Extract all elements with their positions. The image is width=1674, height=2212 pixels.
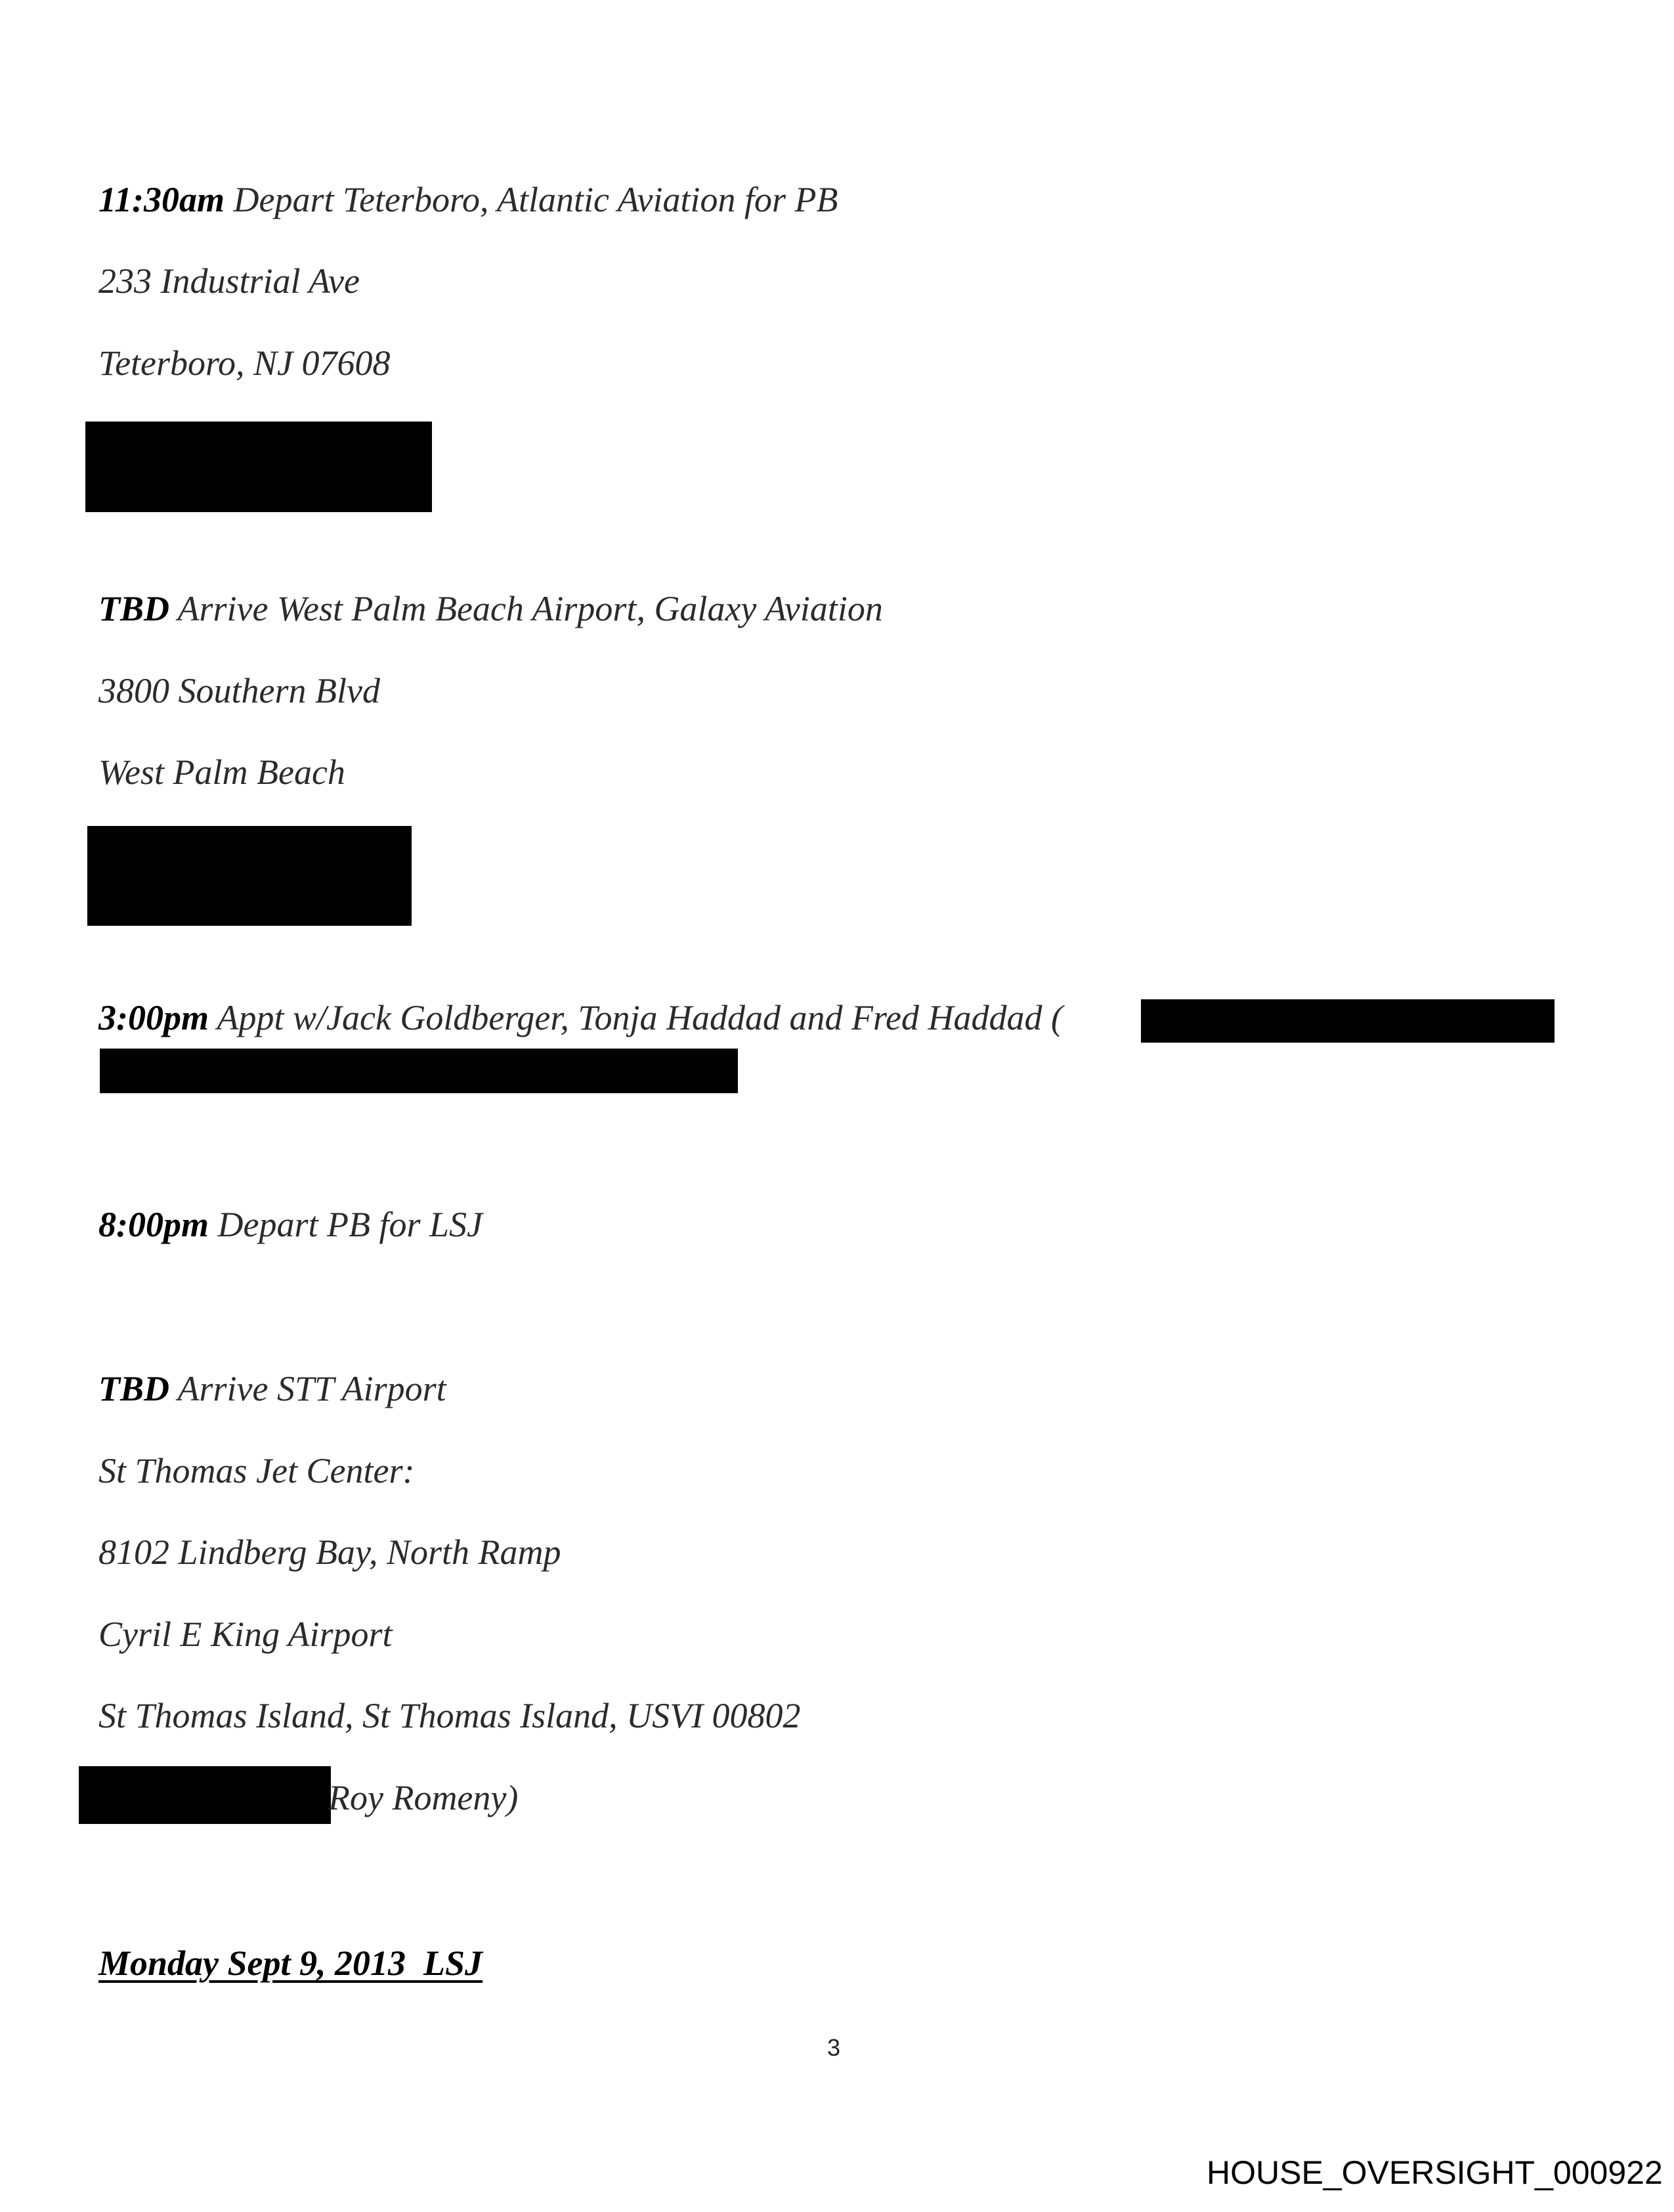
entry-text: Depart Teterboro, Atlantic Aviation for PB <box>225 180 838 219</box>
entry-depart-pb <box>98 1204 483 1246</box>
entry-text: Arrive West Palm Beach Airport, Galaxy Aviation <box>169 589 883 628</box>
redaction-block <box>79 1766 331 1824</box>
redaction-block <box>1141 999 1555 1043</box>
entry-time: TBD <box>98 1369 169 1408</box>
entry-text: Arrive STT Airport <box>169 1369 446 1408</box>
contact-suffix: Roy Romeny) <box>328 1778 519 1817</box>
entry-time: TBD <box>98 589 169 628</box>
redaction-block <box>87 826 412 926</box>
entry-time: 3:00pm <box>98 998 209 1037</box>
entry-text: Appt w/Jack Goldberger, Tonja Haddad and Fred Haddad ( <box>209 998 1063 1037</box>
address-line: 233 Industrial Ave <box>98 261 360 301</box>
page-number: 3 <box>827 2034 841 2061</box>
redaction-block <box>100 1049 738 1093</box>
entry-arrive-wpb <box>98 588 883 630</box>
address-line: Teterboro, NJ 07608 <box>98 343 391 383</box>
day-heading: Monday Sept 9, 2013 LSJ <box>98 1943 483 1983</box>
entry-text: Depart PB for LSJ <box>209 1205 483 1244</box>
address-line: St Thomas Jet Center: <box>98 1451 415 1490</box>
entry-time: 8:00pm <box>98 1205 209 1244</box>
address-line: 3800 Southern Blvd <box>98 671 380 710</box>
bates-number: HOUSE_OVERSIGHT_000922 <box>1207 2154 1663 2191</box>
address-line: 8102 Lindberg Bay, North Ramp <box>98 1532 561 1572</box>
entry-time: 11:30am <box>98 180 225 219</box>
address-line: Cyril E King Airport <box>98 1615 393 1654</box>
redaction-block <box>85 422 432 512</box>
entry-depart-teterboro <box>98 179 838 221</box>
address-line: St Thomas Island, St Thomas Island, USVI 00802 <box>98 1696 801 1735</box>
entry-arrive-stt <box>98 1368 446 1410</box>
address-line: West Palm Beach <box>98 752 345 792</box>
entry-appt <box>98 997 1063 1039</box>
